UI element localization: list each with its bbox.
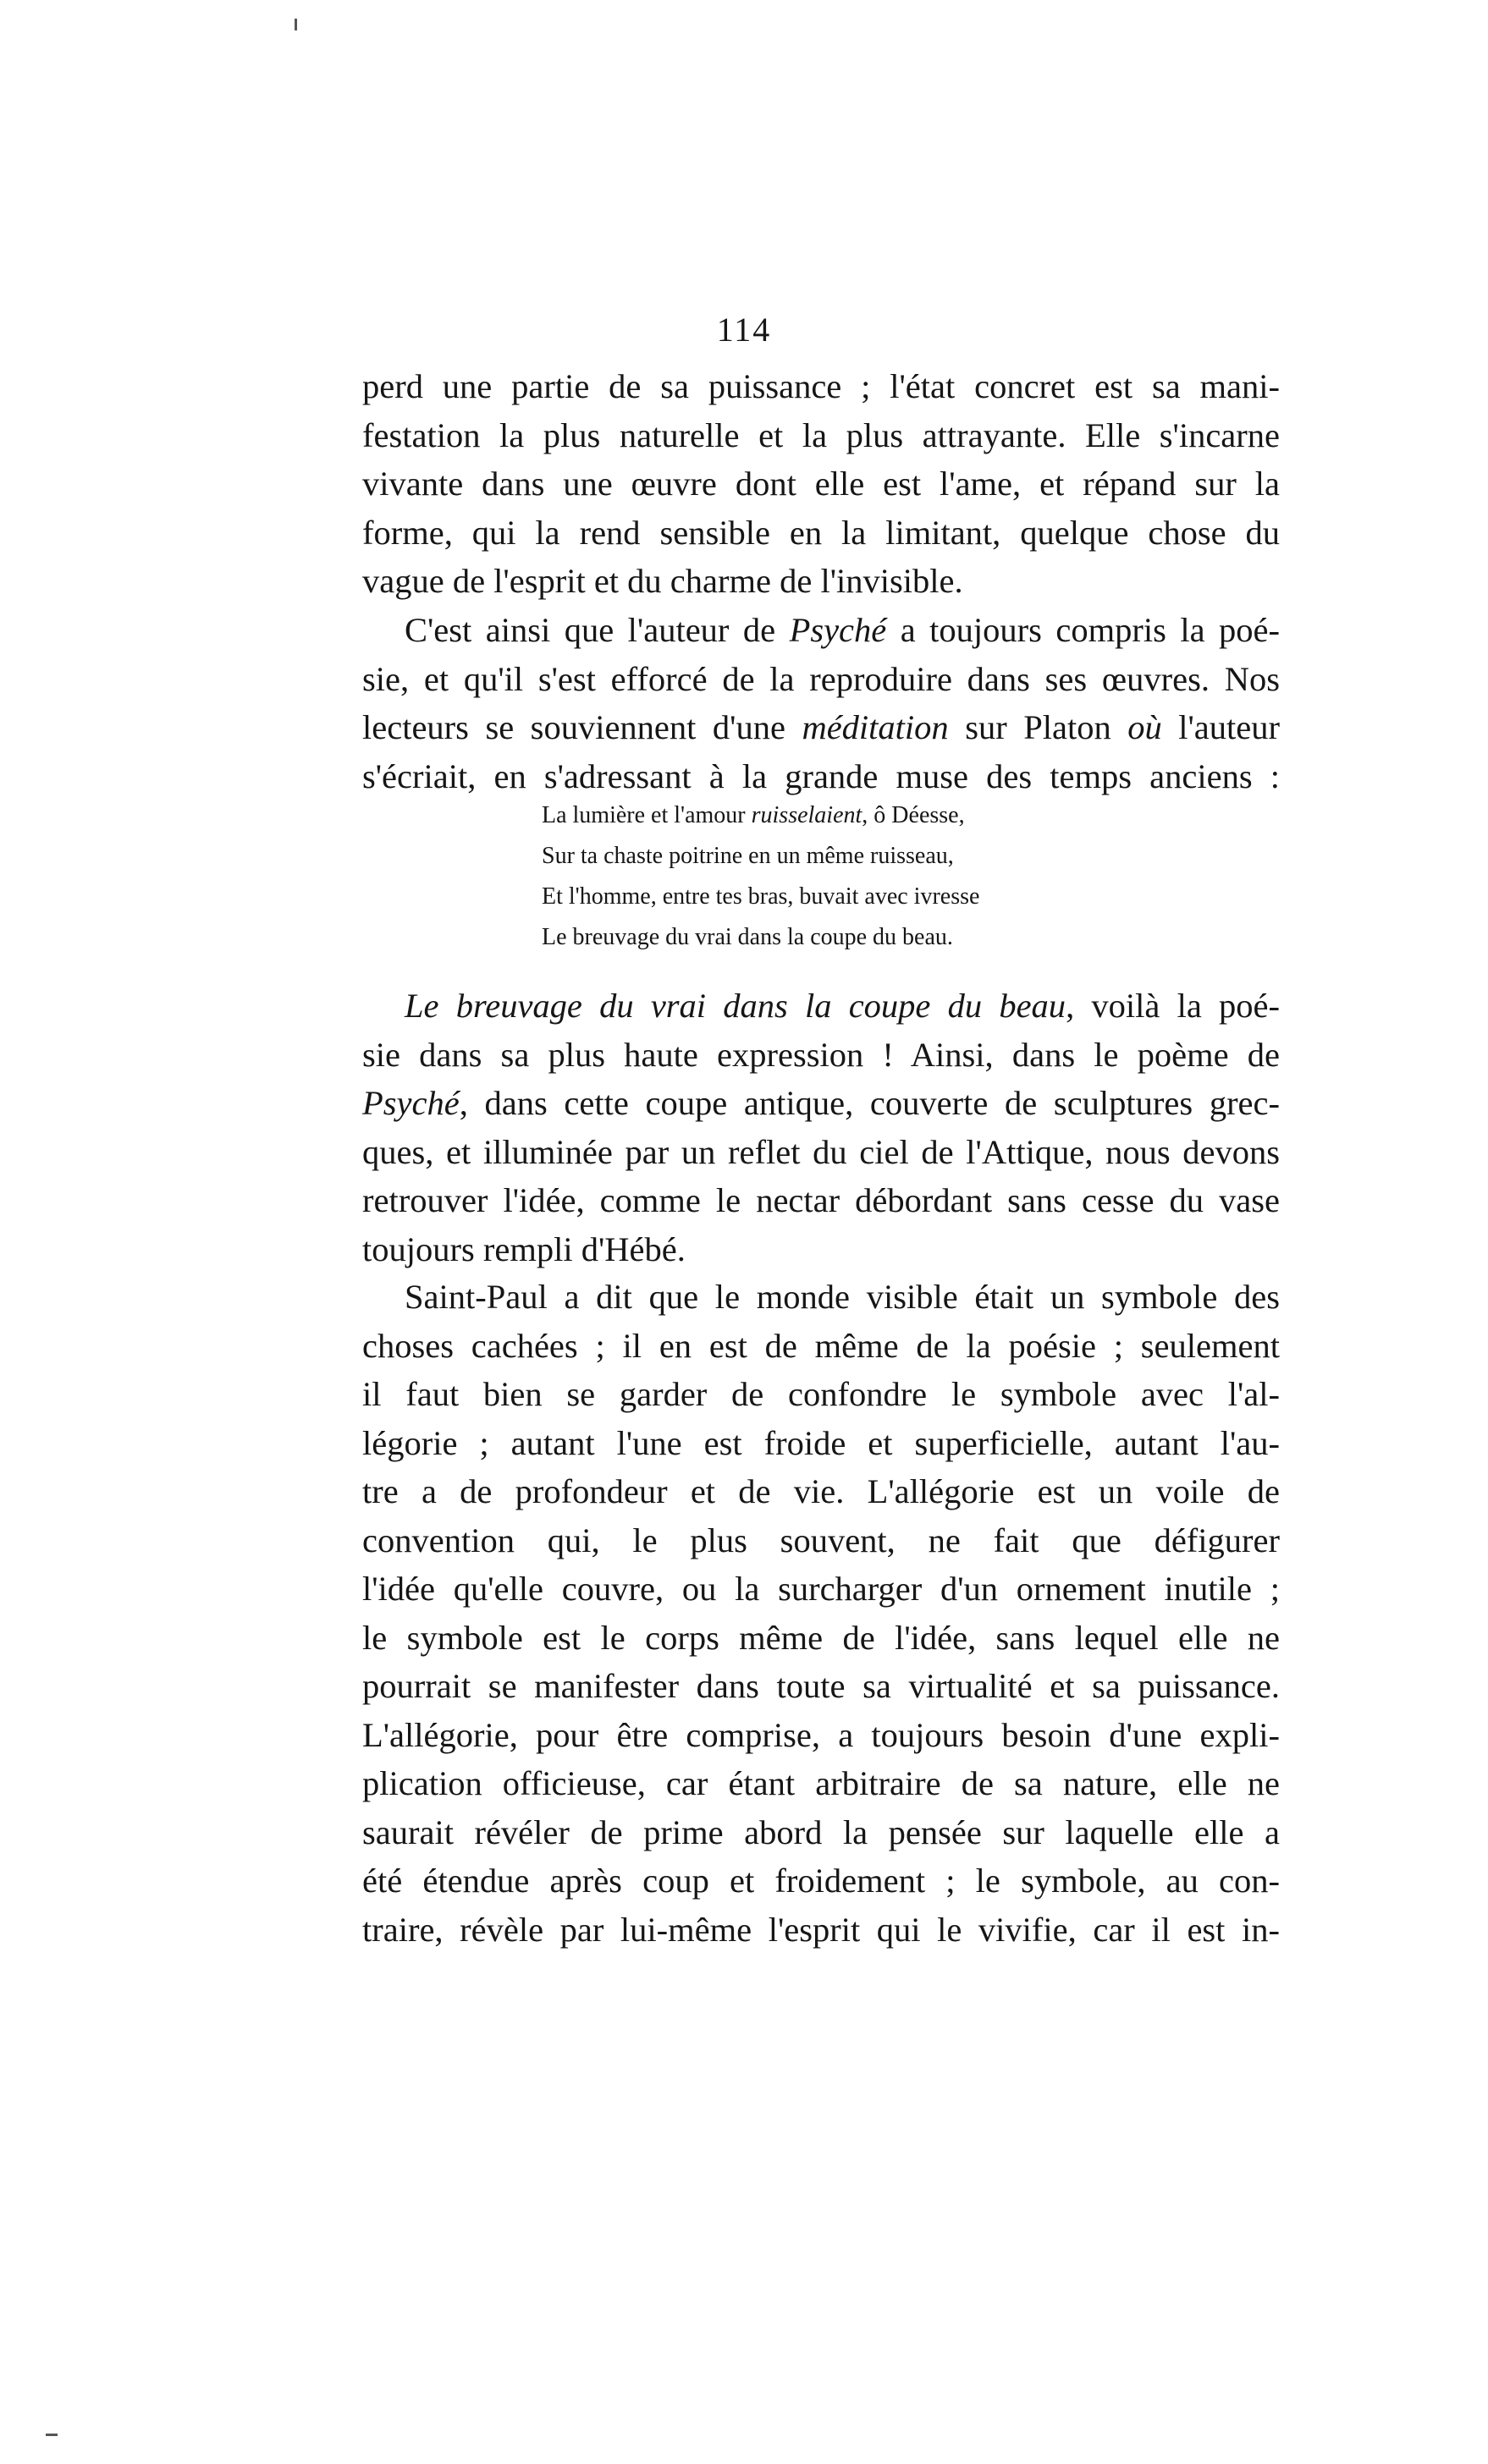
paragraph-1 [362,362,1280,606]
text-line: retrouver l'idée, comme le nectar débordant sans cesse du vase [362,1181,1280,1219]
italic-word: méditation [802,708,949,746]
text-run: sur Platon [948,708,1128,746]
text-line: sie, et qu'il s'est efforcé de la reproduire dans ses œuvres. Nos [362,659,1280,698]
text-line: sie dans sa plus haute expression ! Ainsi, dans le poème de [362,1035,1280,1074]
verse-line: Et l'homme, entre tes bras, buvait avec ivresse [542,883,980,910]
text-line [362,1079,1280,1128]
text-line: l'idée qu'elle couvre, ou la surcharger d'un ornement inutile ; [362,1570,1280,1608]
quoted-verse: Le breuvage du vrai dans la coupe du beau [405,987,1066,1025]
text-line: ques, et illuminée par un reflet du ciel de l'Attique, nous devons [362,1132,1280,1171]
text-run: lecteurs se souviennent d'une [362,708,802,746]
text-run: a toujours compris la poé- [886,611,1280,649]
text-line: perd une partie de sa puissance ; l'état concret est sa mani- [362,367,1280,405]
text-run: C'est ainsi que l'auteur de [405,611,790,649]
text-line: été étendue après coup et froidement ; le symbole, au con- [362,1862,1280,1900]
text-line: toujours rempli d'Hébé. [362,1229,686,1268]
text-line: vivante dans une œuvre dont elle est l'ame, et répand sur la [362,465,1280,503]
text-run: , dans cette coupe antique, couverte de sculptures grec- [459,1084,1280,1122]
text-line: légorie ; autant l'une est froide et superficielle, autant l'au- [362,1423,1280,1462]
text-line: festation la plus naturelle et la plus attrayante. Elle s'incarne [362,415,1280,454]
text-line: forme, qui la rend sensible en la limitant, quelque chose du [362,513,1280,552]
text-line: Saint-Paul a dit que le monde visible était un symbole des [405,1278,1280,1316]
paragraph-4 [362,1273,1280,1954]
verse-line [542,795,1185,836]
text-line: traire, révèle par lui-même l'esprit qui le vivifie, car il est in- [362,1910,1280,1949]
text-run: , voilà la poé- [1066,987,1280,1025]
text-line: saurait révéler de prime abord la pensée sur laquelle elle a [362,1812,1280,1851]
italic-word: où [1127,708,1162,746]
book-title-psyche: Psyché [789,611,887,649]
scan-mark [46,2434,58,2436]
verse-line: Sur ta chaste poitrine en un même ruisseau, [542,843,954,869]
text-line: choses cachées ; il en est de même de la poésie ; seulement [362,1326,1280,1365]
text-line: vague de l'esprit et du charme de l'invisible. [362,562,963,600]
text-line: s'écriait, en s'adressant à la grande muse des temps anciens : [362,756,1280,795]
page-number: 114 [716,311,772,349]
text-line: le symbole est le corps même de l'idée, sans lequel elle ne [362,1618,1280,1657]
text-line [362,982,1280,1031]
verse-quotation [542,795,1185,958]
text-line [362,703,1280,752]
text-run: La lumière et l'amour [542,802,752,828]
book-title-psyche: Psyché [362,1084,460,1122]
text-line: convention qui, le plus souvent, ne fait que défigurer [362,1521,1280,1559]
text-run: , ô Déesse, [862,802,965,828]
text-run: l'auteur [1161,708,1280,746]
text-line [362,606,1280,655]
text-line: L'allégorie, pour être comprise, a toujours besoin d'une expli- [362,1715,1280,1754]
italic-word: ruisselaient [751,802,862,828]
scan-mark [295,19,297,30]
text-line: il faut bien se garder de confondre le symbole avec l'al- [362,1375,1280,1413]
text-line: tre a de profondeur et de vie. L'allégorie est un voile de [362,1472,1280,1510]
paragraph-3 [362,982,1280,1273]
verse-line: Le breuvage du vrai dans la coupe du beau. [542,924,953,950]
text-line: pourrait se manifester dans toute sa virtualité et sa puissance. [362,1667,1280,1705]
text-line: plication officieuse, car étant arbitraire de sa nature, elle ne [362,1764,1280,1802]
paragraph-2 [362,606,1280,800]
